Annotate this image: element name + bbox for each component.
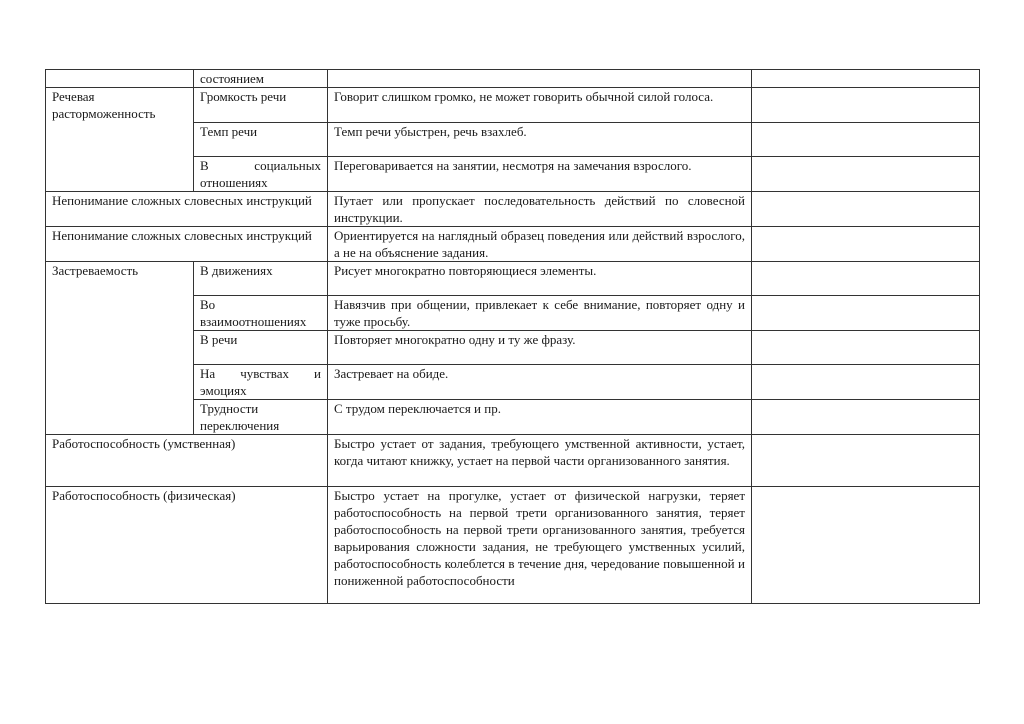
- table-row: [46, 262, 980, 296]
- notes-cell: [752, 487, 980, 604]
- description-cell: Навязчив при общении, привлекает к себе внимание, повторяет одну и туже просьбу.: [328, 296, 752, 331]
- subcategory-cell: Трудности переключения: [194, 400, 328, 435]
- category-cell: Застреваемость: [46, 262, 194, 435]
- subcategory-cell: Громкость речи: [194, 88, 328, 123]
- category-cell: Речевая расторможенность: [46, 88, 194, 192]
- subcategory-cell: Во взаимоотношениях: [194, 296, 328, 331]
- notes-cell: [752, 70, 980, 88]
- subcategory-cell: В движениях: [194, 262, 328, 296]
- subcategory-cell: На чувствах и эмоциях: [194, 365, 328, 400]
- notes-cell: [752, 192, 980, 227]
- notes-cell: [752, 331, 980, 365]
- table-row: [46, 192, 980, 227]
- subcategory-cell: состоянием: [194, 70, 328, 88]
- category-cell: Непонимание сложных словесных инструкций: [46, 192, 328, 227]
- notes-cell: [752, 435, 980, 487]
- category-cell: [46, 70, 194, 88]
- description-cell: [328, 70, 752, 88]
- notes-cell: [752, 157, 980, 192]
- notes-cell: [752, 296, 980, 331]
- notes-cell: [752, 227, 980, 262]
- subcategory-cell: В речи: [194, 331, 328, 365]
- description-cell: Путает или пропускает последовательность действий по словесной инструкции.: [328, 192, 752, 227]
- table-row: [46, 227, 980, 262]
- description-cell: Повторяет многократно одну и ту же фразу.: [328, 331, 752, 365]
- description-cell: Застревает на обиде.: [328, 365, 752, 400]
- notes-cell: [752, 88, 980, 123]
- notes-cell: [752, 365, 980, 400]
- table-row: [46, 487, 980, 604]
- table-row: [46, 70, 980, 88]
- description-cell: Темп речи убыстрен, речь взахлеб.: [328, 123, 752, 157]
- description-cell: Быстро устает от задания, требующего умственной активности, устает, когда читают книжку, устает на первой части организованного занятия.: [328, 435, 752, 487]
- description-cell: Рисует многократно повторяющиеся элементы.: [328, 262, 752, 296]
- notes-cell: [752, 262, 980, 296]
- subcategory-cell: В социальных отношениях: [194, 157, 328, 192]
- subcategory-cell: Темп речи: [194, 123, 328, 157]
- category-cell: Непонимание сложных словесных инструкций: [46, 227, 328, 262]
- notes-cell: [752, 400, 980, 435]
- table-row: [46, 435, 980, 487]
- category-cell: Работоспособность (физическая): [46, 487, 328, 604]
- description-cell: Переговаривается на занятии, несмотря на замечания взрослого.: [328, 157, 752, 192]
- description-cell: Говорит слишком громко, не может говорить обычной силой голоса.: [328, 88, 752, 123]
- description-cell: Быстро устает на прогулке, устает от физической нагрузки, теряет работоспособность на первой трети организованного занятия, теряет работоспособность на первой трети организованного занятия, требуется варьирования сложности задания, не требующего умственных усилий, работоспособность колеблется в течение дня, чередование повышенной и пониженной работоспособности: [328, 487, 752, 604]
- description-cell: Ориентируется на наглядный образец поведения или действий взрослого, а не на объяснение задания.: [328, 227, 752, 262]
- category-cell: Работоспособность (умственная): [46, 435, 328, 487]
- notes-cell: [752, 123, 980, 157]
- table-row: [46, 88, 980, 123]
- observation-table: [45, 69, 980, 604]
- description-cell: С трудом переключается и пр.: [328, 400, 752, 435]
